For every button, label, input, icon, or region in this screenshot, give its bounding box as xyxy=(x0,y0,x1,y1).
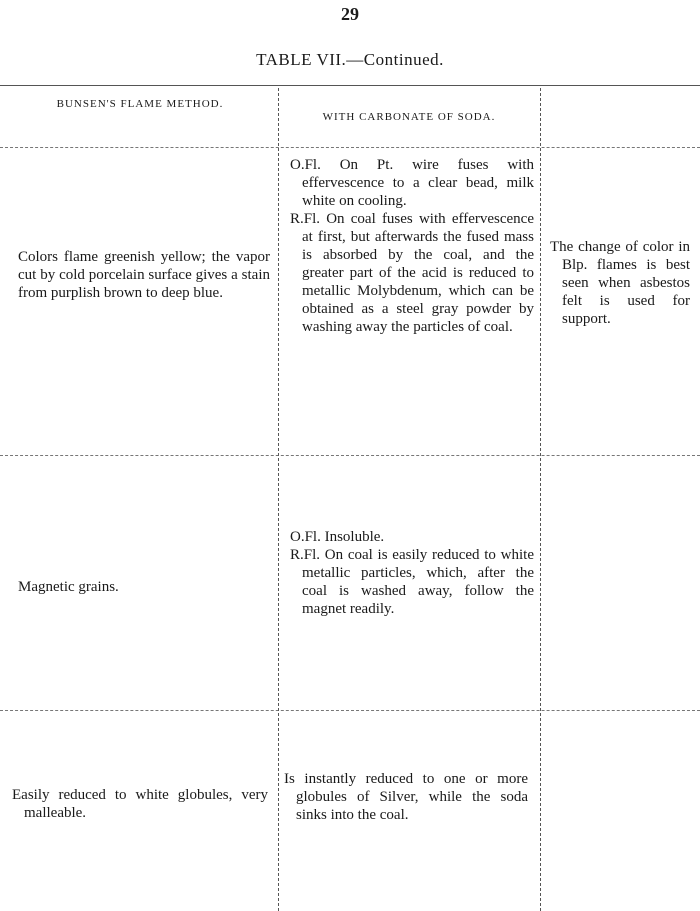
header-with-carbonate-of-soda: WITH CARBONATE OF SODA. xyxy=(322,111,496,123)
row-2-soda-reducing: R.Fl. On coal is easily reduced to white metallic particles, which, after the coal is washed away, follow the magnet readily. xyxy=(290,547,534,617)
row-2-bunsen-text: Magnetic grains. xyxy=(18,579,119,595)
header-bunsen-flame-method: BUNSEN'S FLAME METHOD. xyxy=(56,98,224,110)
row-1-note-text: The change of color in Blp. flames is best seen when asbestos felt is used for support. xyxy=(550,239,690,327)
row-2-bottom-rule xyxy=(0,710,700,711)
row-3-bunsen-cell xyxy=(12,786,268,822)
row-3-bunsen-text: Easily reduced to white globules, very malleable. xyxy=(12,787,268,821)
row-1-soda-cell xyxy=(290,156,534,336)
row-1-bunsen-text: Colors flame greenish yellow; the vapor cut by cold porcelain surface gives a stain from purplish brown to deep blue. xyxy=(18,249,270,301)
row-2-soda-cell xyxy=(290,528,534,618)
row-1-note-cell xyxy=(550,238,690,328)
column-divider-2 xyxy=(540,88,541,911)
row-1-bottom-rule xyxy=(0,455,700,456)
row-2-bunsen-cell xyxy=(18,578,270,596)
row-1-soda-oxidizing: O.Fl. On Pt. wire fuses with effervescence to a clear bead, milk white on cooling. xyxy=(290,157,534,209)
row-1-bunsen-cell xyxy=(18,248,270,302)
page-number: 29 xyxy=(341,4,359,24)
column-divider-1 xyxy=(278,88,279,911)
row-3-soda-text: Is instantly reduced to one or more globules of Silver, while the soda sinks into the coal. xyxy=(284,771,528,823)
table-title: TABLE VII.—Continued. xyxy=(256,50,444,69)
header-bottom-rule xyxy=(0,147,700,148)
row-2-soda-oxidizing: O.Fl. Insoluble. xyxy=(290,529,385,545)
row-1-soda-reducing: R.Fl. On coal fuses with effervescence at first, but afterwards the fused mass is absorbed by the coal, and the greater part of the acid is reduced to metallic Molybdenum, which can be obtained as a steel gray powder by washing away the particles of coal. xyxy=(290,211,534,335)
row-3-soda-cell xyxy=(284,770,528,824)
table-top-rule xyxy=(0,85,700,86)
